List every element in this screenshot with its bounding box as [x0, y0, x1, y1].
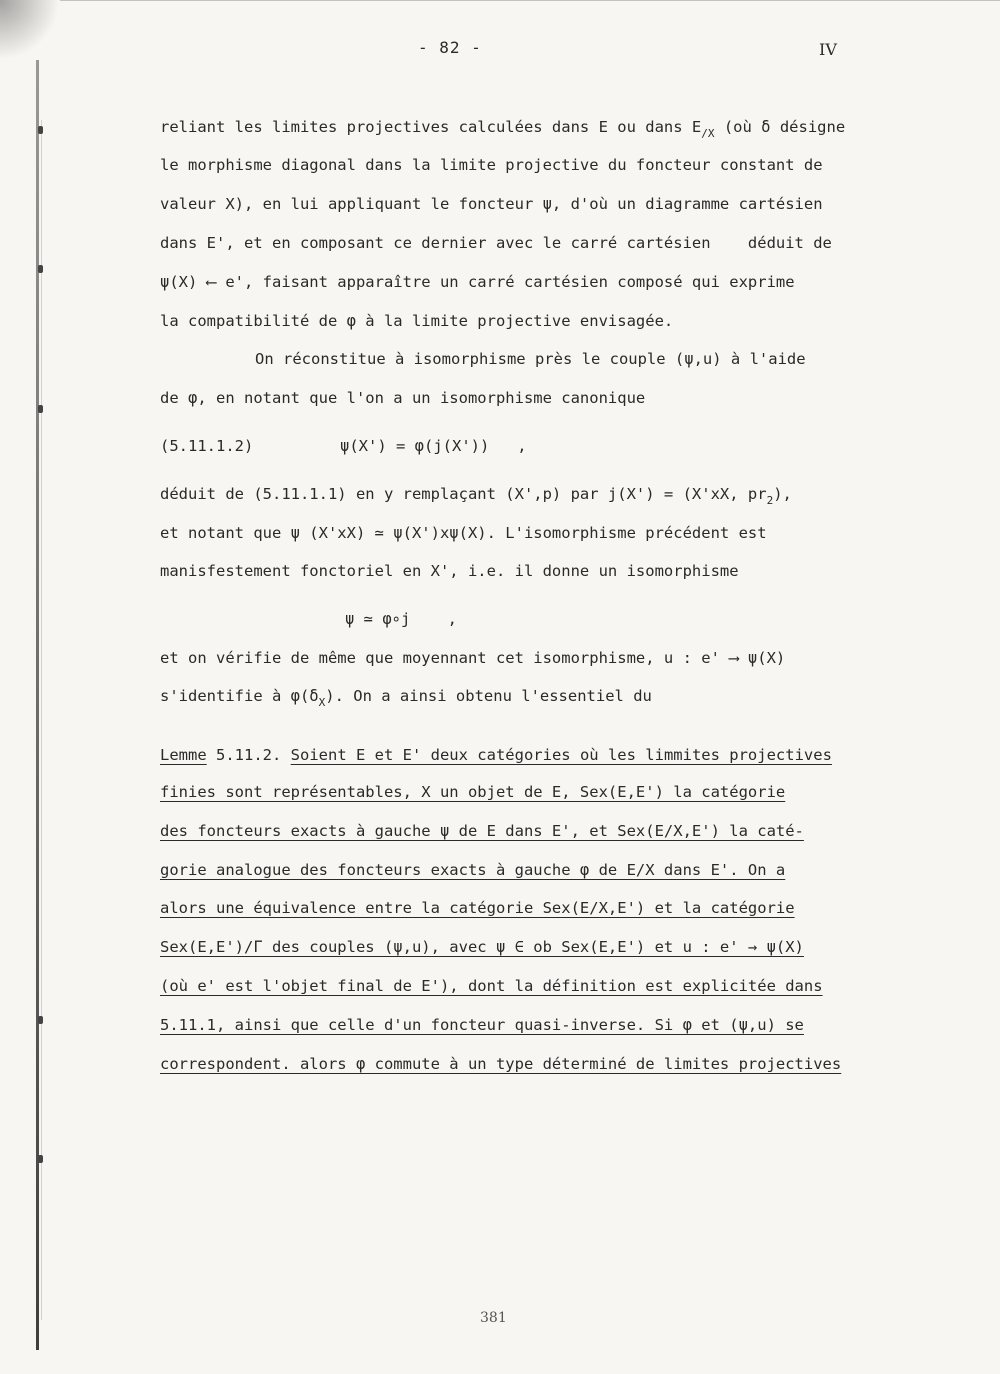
binding-hole	[38, 126, 43, 134]
lemma-line: (où e' est l'objet final de E'), dont la définition est explicitée dans	[160, 977, 823, 995]
lemma-line: finies sont représentables, X un objet de E, Sex(E,E') la catégorie	[160, 783, 786, 801]
footer-page-id: 381	[480, 1310, 507, 1326]
lemma-line: Sex(E,E')/Γ des couples (ψ,u), avec ψ ∈ ob Sex(E,E') et u : e' → ψ(X)	[160, 938, 804, 956]
text-line: ψ(X) ⟵ e', faisant apparaître un carré cartésien composé qui exprime	[160, 273, 795, 291]
equation-formula: ψ(X') = φ(j(X')) ,	[340, 437, 527, 455]
text-line: s'identifie à $\varphi(\delta_X)$. On a ainsi obtenu l'essentiel du	[160, 687, 652, 709]
page-number: - 82 -	[418, 38, 482, 57]
iso-formula: ψ ≃ φ∘j ,	[345, 610, 457, 628]
text-line: la compatibilité de φ à la limite projective envisagée.	[160, 312, 674, 330]
text-line: valeur X), en lui appliquant le foncteur ψ, d'où un diagramme cartésien	[160, 195, 823, 213]
scan-corner-shadow	[0, 0, 60, 60]
text-line: manisfestement fonctoriel en X', i.e. il donne un isomorphisme	[160, 562, 739, 580]
lemma-line: correspondent. alors φ commute à un type déterminé de limites projectives	[160, 1055, 842, 1073]
scan-binding-edge-inner	[41, 120, 42, 1320]
binding-hole	[38, 1155, 43, 1163]
chapter-number: IV	[819, 40, 837, 59]
text-line: et on vérifie de même que moyennant cet isomorphisme, u : e' ⟶ ψ(X)	[160, 649, 786, 667]
text-line: dans E', et en composant ce dernier avec le carré cartésien déduit de	[160, 234, 832, 252]
text-line: de φ, en notant que l'on a un isomorphisme canonique	[160, 389, 646, 407]
lemma-line: gorie analogue des foncteurs exacts à gauche φ de E/X dans E'. On a	[160, 861, 786, 879]
scan-top-edge	[60, 0, 1000, 1]
equation-label: (5.11.1.2)	[160, 437, 254, 455]
text-line: reliant les limites projectives calculées dans E ou dans $E_{/X}$ (où δ désigne	[160, 118, 846, 140]
text-line: le morphisme diagonal dans la limite projective du foncteur constant de	[160, 156, 823, 174]
text-line: déduit de (5.11.1.1) en y remplaçant (X',p) par j(X') = (X'xX, $pr_2$),	[160, 485, 792, 507]
lemma-line: des foncteurs exacts à gauche ψ de E dans E', et Sex(E/X,E') la caté-	[160, 822, 804, 840]
text-line: On réconstitue à isomorphisme près le couple (ψ,u) à l'aide	[255, 350, 806, 368]
lemma-line: alors une équivalence entre la catégorie Sex(E/X,E') et la catégorie	[160, 899, 795, 917]
lemma-line: 5.11.1, ainsi que celle d'un foncteur quasi-inverse. Si φ et (ψ,u) se	[160, 1016, 804, 1034]
binding-hole	[38, 1016, 43, 1024]
binding-hole	[38, 405, 43, 413]
text-line: et notant que ψ (X'xX) ≃ ψ(X')xψ(X). L'isomorphisme précédent est	[160, 524, 767, 542]
binding-hole	[38, 265, 43, 273]
lemma-title: Lemme	[160, 746, 207, 764]
lemma-line: Lemme 5.11.2. Soient E et E' deux catégories où les limmites projectives	[160, 746, 832, 764]
